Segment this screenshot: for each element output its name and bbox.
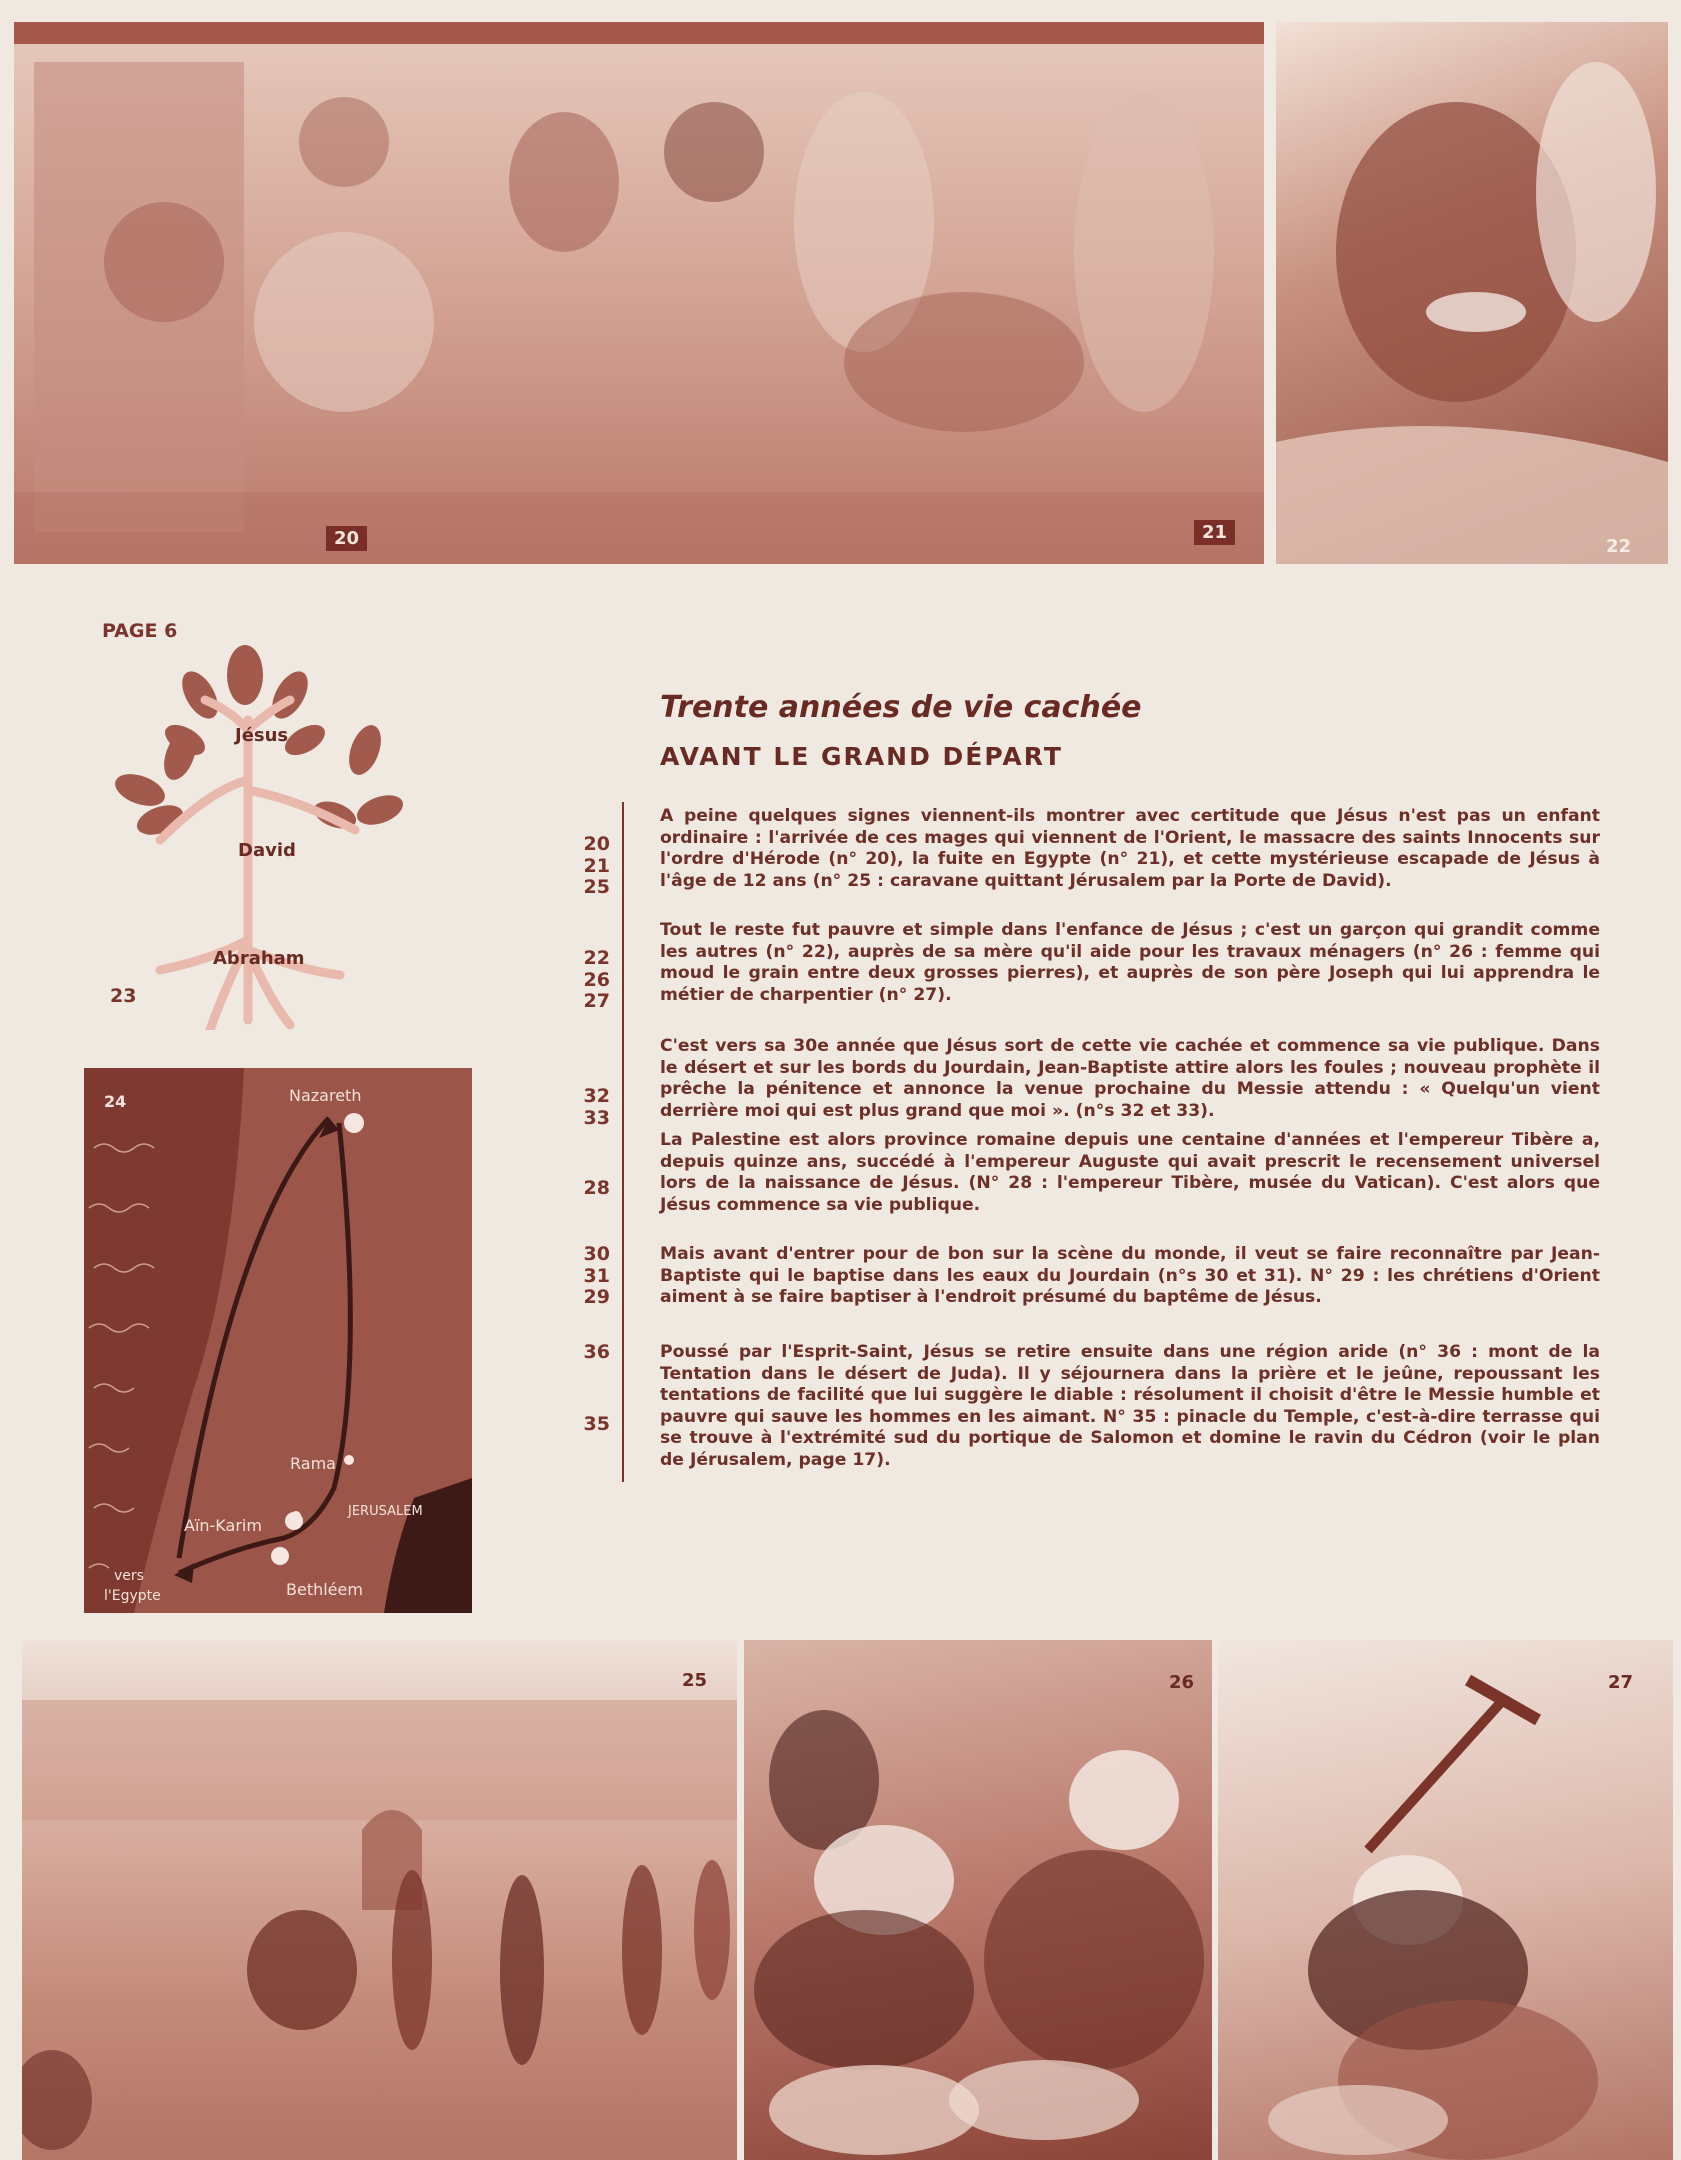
genealogy-tree-diagram (100, 640, 420, 1030)
photo-26-grinding-grain (744, 1640, 1212, 2160)
article-paragraph: C'est vers sa 30e année que Jésus sort de cette vie cachée et commence sa vie publique. Dans le désert et sur les bords du Jourdain, Jean-Baptiste attire alors les foules ; nouveau prophète il prêche la pénitence et annonce la venue prochaine du Messie attendu : « Quelqu'un vient derrière moi qui est plus grand que moi ». (n°s 32 et 33). (660, 1036, 1600, 1121)
map-label-nazareth: Nazareth (289, 1086, 362, 1105)
page-label: PAGE 6 (102, 620, 178, 642)
map-label-egypte: l'Egypte (104, 1588, 161, 1604)
map-label-jerusalem: JERUSALEM (348, 1504, 423, 1519)
article-subtitle: Trente années de vie cachée (660, 690, 1142, 725)
photo-number-20: 20 (326, 526, 367, 551)
article-paragraph: Poussé par l'Esprit-Saint, Jésus se retire ensuite dans une région aride (n° 36 : mont de la Tentation dans le désert de Juda). Il y séjournera dans la prière et le jeûne, repoussant les tentations de facilité que lui suggère le diable : résolument il choisit d'être le Messie humble et pauvre qui sauve les hommes en les aimant. N° 35 : pinacle du Temple, c'est-à-dire terrasse qui se trouve à l'extrémité sud du portique de Salomon et domine le ravin du Cédron (voir le plan de Jérusalem, page 17). (660, 1342, 1600, 1470)
reference-rule (622, 802, 624, 1482)
tree-label-abraham: Abraham (213, 948, 305, 969)
photo-number-21: 21 (1194, 520, 1235, 545)
paragraph-refs: 22 26 27 (583, 947, 610, 1012)
paragraph-refs: 36 35 (583, 1341, 610, 1435)
tree-label-jesus: Jésus (235, 725, 289, 746)
tree-label-david: David (238, 840, 296, 861)
map-label-ain-karim: Aïn-Karim (184, 1516, 262, 1535)
map-label-vers: vers (114, 1568, 144, 1584)
photo-22-boy (1276, 22, 1668, 564)
photo-27-carpenter (1218, 1640, 1673, 2160)
article-paragraph: La Palestine est alors province romaine depuis une centaine d'années et l'empereur Tibère a, depuis quinze ans, succédé à l'empereur Auguste qui avait prescrit le recensement universel lors de la naissance de Jésus. (N° 28 : l'empereur Tibère, musée du Vatican). C'est alors que Jésus commence sa vie publique. (660, 1130, 1600, 1215)
paragraph-refs: 30 31 29 (583, 1243, 610, 1308)
map-24-palestine (84, 1068, 472, 1613)
photo-number-22: 22 (1606, 536, 1632, 557)
article-paragraph: Mais avant d'entrer pour de bon sur la scène du monde, il veut se faire reconnaître par Jean-Baptiste qui le baptise dans les eaux du Jourdain (n°s 30 et 31). N° 29 : les chrétiens d'Orient aiment à se faire baptiser à l'endroit présumé du baptême de Jésus. (660, 1244, 1600, 1307)
paragraph-refs: 20 21 25 (583, 833, 610, 898)
article-paragraph: A peine quelques signes viennent-ils montrer avec certitude que Jésus n'est pas un enfant ordinaire : l'arrivée de ces mages qui viennent de l'Orient, le massacre des saints Innocents sur l'ordre d'Hérode (n° 20), la fuite en Egypte (n° 21), et cette mystérieuse escapade de Jésus à l'âge de 12 ans (n° 25 : caravane quittant Jérusalem par la Porte de David). (660, 806, 1600, 891)
map-label-bethleem: Bethléem (286, 1580, 363, 1599)
map-number-24: 24 (104, 1092, 127, 1111)
photo-number-26: 26 (1169, 1672, 1195, 1693)
photo-25-caravan (22, 1640, 737, 2160)
photo-number-27: 27 (1608, 1672, 1634, 1693)
figure-number-23: 23 (110, 985, 137, 1007)
map-label-rama: Rama (290, 1454, 336, 1473)
paragraph-refs: 28 (583, 1177, 610, 1199)
article-paragraph: Tout le reste fut pauvre et simple dans l'enfance de Jésus ; c'est un garçon qui grandit comme les autres (n° 22), auprès de sa mère qu'il aide pour les travaux ménagers (n° 26 : femme qui moud le grain entre deux grosses pierres), et auprès de son père Joseph qui lui apprendra le métier de charpentier (n° 27). (660, 920, 1600, 1005)
photo-number-25: 25 (682, 1670, 708, 1691)
paragraph-refs: 32 33 (583, 1085, 610, 1129)
article-title: AVANT LE GRAND DÉPART (660, 742, 1063, 771)
photo-20-relief (14, 22, 1264, 564)
